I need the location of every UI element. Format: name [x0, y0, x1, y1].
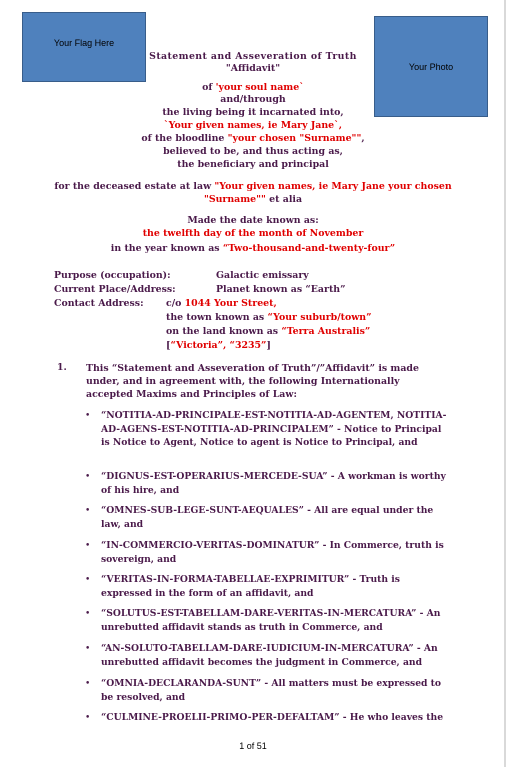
state-open: [ — [166, 340, 171, 351]
maxim-item: “AN-SOLUTO-TABELLAM-DARE-IUDICIUM-IN-MERCATURA” - An unrebutted affidavit becomes the judgment in Commerce, and — [101, 643, 438, 668]
maxim-item: “SOLUTUS-EST-TABELLAM-DARE-VERITAS-IN-MERCATURA” - An unrebutted affidavit stands as truth in Commerce, and — [101, 608, 441, 633]
bullet-icon: • — [85, 541, 91, 551]
estate-suffix: et alia — [265, 194, 303, 205]
maxim-item: “CULMINE-PROELII-PRIMO-PER-DEFALTAM” - He who leaves the — [101, 712, 444, 723]
document-subtitle: "Affidavit" — [225, 63, 281, 74]
town-prefix: the town known as — [166, 312, 268, 323]
contact-street: 1044 Your Street, — [184, 298, 277, 309]
estate-prefix: for the deceased estate at law — [54, 181, 215, 192]
section-number: 1. — [57, 362, 67, 373]
land-prefix: on the land known as — [166, 326, 282, 337]
date-day-line: the twelfth day of the month of November — [142, 228, 364, 239]
purpose-value: Galactic emissary — [216, 270, 309, 281]
land-line — [166, 326, 370, 338]
flag-placeholder-label: Your Flag Here — [53, 38, 115, 48]
maxim-item: “OMNIA-DECLARANDA-SUNT” - All matters must be expressed to be resolved, and — [101, 678, 442, 703]
land-value: “Terra Australis” — [281, 326, 371, 337]
soul-name: 'your soul name` — [215, 82, 304, 93]
estate-line-2 — [0, 194, 506, 206]
maxim-item: “DIGNUS-EST-OPERARIUS-MERCEDE-SUA” - A workman is worthy of his hire, and — [101, 471, 446, 496]
photo-placeholder-label: Your Photo — [408, 62, 454, 72]
year-line — [0, 243, 506, 255]
bloodline-suffix: , — [361, 133, 365, 144]
soul-name-line — [0, 82, 506, 94]
bullet-icon: • — [85, 506, 91, 516]
state-close: ] — [266, 340, 271, 351]
bullet-icon: • — [85, 713, 91, 723]
town-line — [166, 312, 372, 324]
place-value: Planet known as “Earth” — [216, 284, 346, 295]
state-value: “Victoria”, “3235” — [170, 340, 267, 351]
state-line — [166, 340, 271, 352]
contact-label: Contact Address: — [54, 298, 144, 309]
year-prefix: in the year known as — [110, 243, 223, 254]
bullet-icon: • — [85, 575, 91, 585]
estate-name-2: "Surname"" — [203, 194, 266, 205]
page-indicator: 1 of 51 — [239, 741, 267, 751]
bloodline-surname: "your chosen "Surname"" — [227, 133, 362, 144]
maxim-item: “VERITAS-IN-FORMA-TABELLAE-EXPRIMITUR” - Truth is expressed in the form of an affidavit, and — [101, 574, 400, 599]
document-title: Statement and Asseveration of Truth — [149, 51, 357, 62]
and-through: and/through — [220, 94, 286, 105]
living-being-line: the living being it incarnated into, — [162, 107, 344, 118]
of-prefix: of — [202, 82, 216, 93]
bloodline-line — [0, 133, 506, 145]
maxim-item: “NOTITIA-AD-PRINCIPALE-EST-NOTITIA-AD-AGENTEM, NOTITIA-AD-AGENS-EST-NOTITIA-AD-PRINCIPALEM” - Notice to Principal is Notice to Agent, Notice to agent is Notice to Principal, and — [101, 410, 447, 448]
estate-name-1: "Your given names, ie Mary Jane your chosen — [214, 181, 452, 192]
bullet-icon: • — [85, 644, 91, 654]
bullet-icon: • — [85, 472, 91, 482]
bullet-icon: • — [85, 609, 91, 619]
estate-line-1 — [0, 181, 506, 193]
believed-line: believed to be, and thus acting as, — [163, 146, 343, 157]
contact-street-line — [166, 298, 277, 310]
contact-prefix: c/o — [166, 298, 185, 309]
made-date-line: Made the date known as: — [187, 215, 319, 226]
maxim-item: “IN-COMMERCIO-VERITAS-DOMINATUR” - In Commerce, truth is sovereign, and — [101, 540, 444, 565]
bullet-icon: • — [85, 411, 91, 421]
maxim-item: “OMNES-SUB-LEGE-SUNT-AEQUALES” - All are equal under the law, and — [101, 505, 434, 530]
year-value: “Two-thousand-and-twenty-four” — [222, 243, 396, 254]
bullet-icon: • — [85, 679, 91, 689]
town-value: “Your suburb/town” — [267, 312, 372, 323]
bloodline-prefix: of the bloodline — [141, 133, 228, 144]
beneficiary-line: the beneficiary and principal — [177, 159, 329, 170]
purpose-label: Purpose (occupation): — [54, 270, 171, 281]
given-names-line: `Your given names, ie Mary Jane`, — [163, 120, 343, 131]
place-label: Current Place/Address: — [54, 284, 176, 295]
section-intro: This “Statement and Asseveration of Truth”/”Affidavit” is made under, and in agreement with, the following Internationally accepted Maxims and Principles of Law: — [86, 363, 419, 400]
